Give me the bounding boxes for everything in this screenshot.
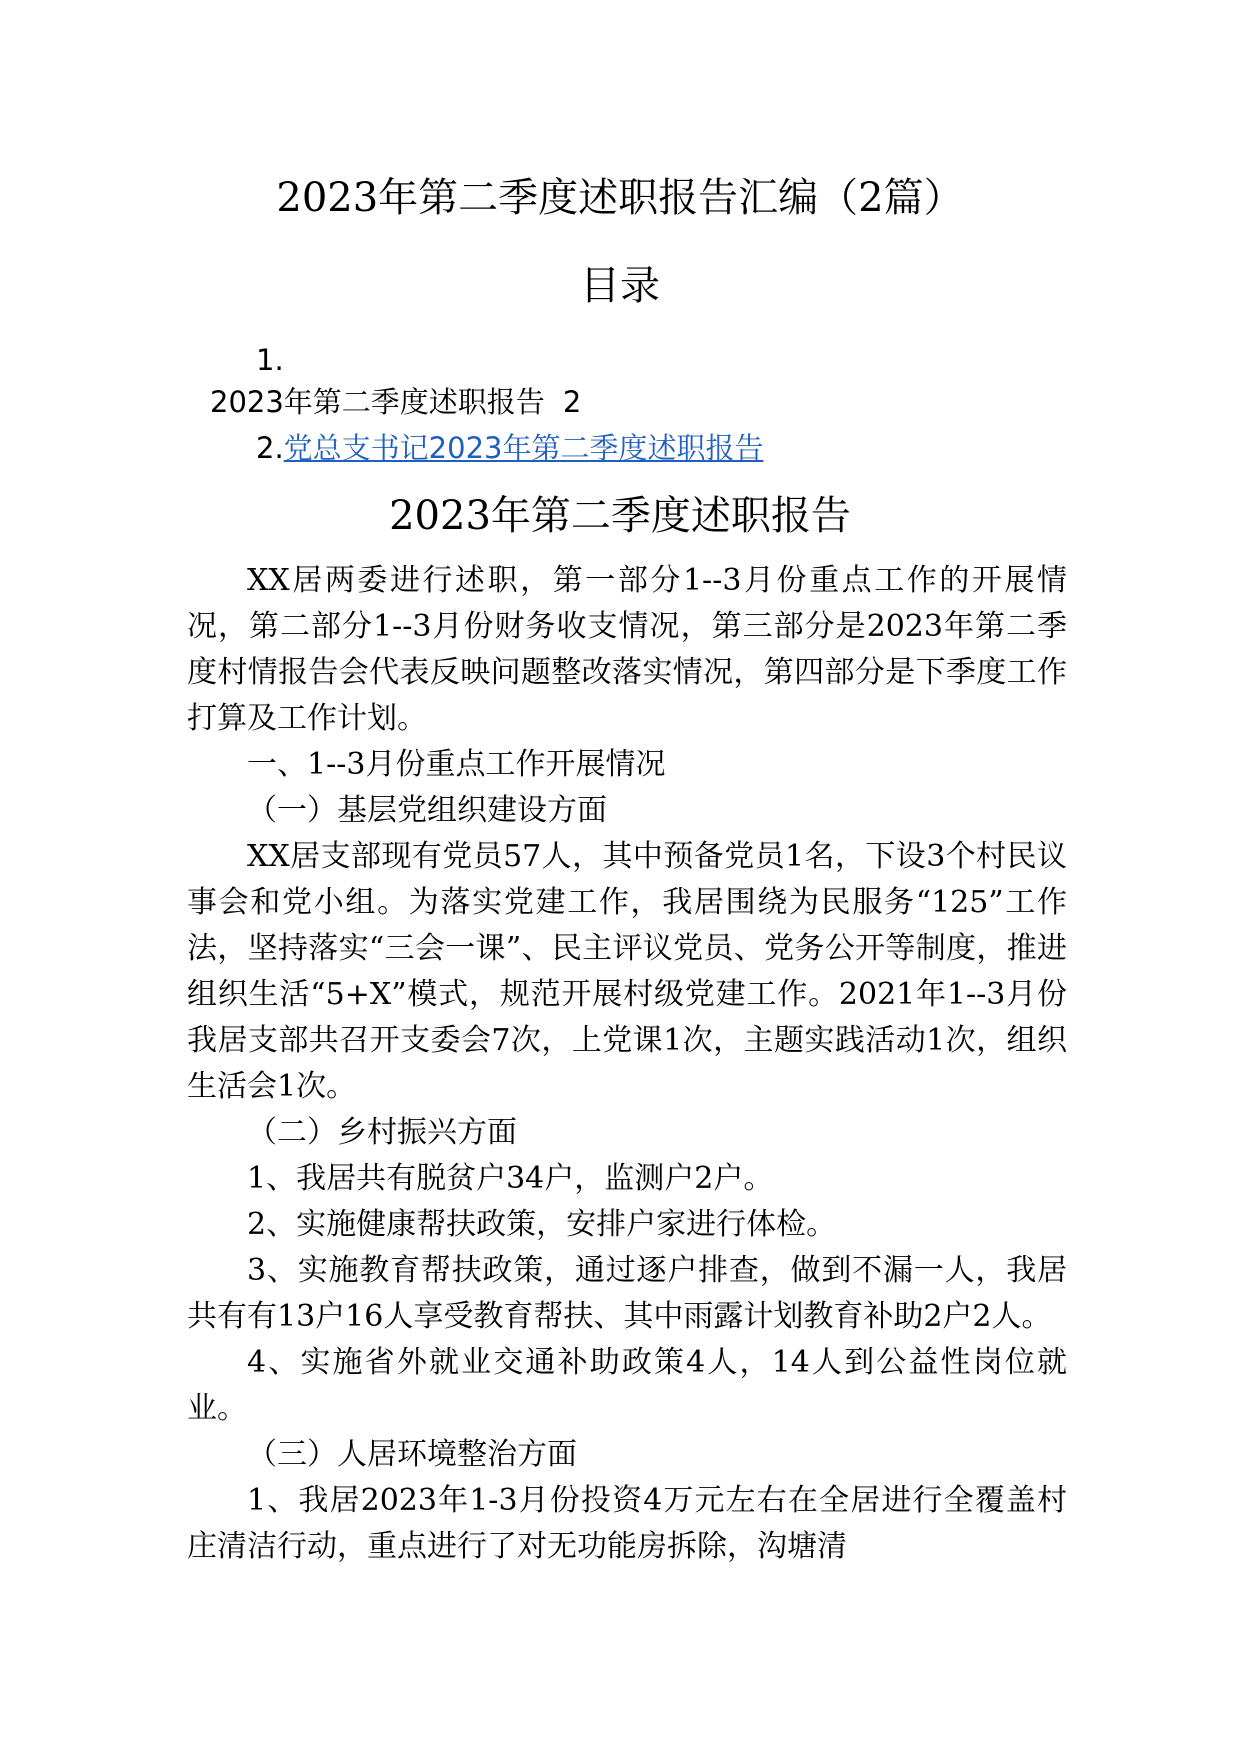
heading-living-environment: （三）人居环境整治方面 xyxy=(247,1437,577,1472)
list-item: 3、实施教育帮扶政策，通过逐户排查，做到不漏一人，我居共有有13户16人享受教育帮扶、其中雨露计划教育补助2户2人。 xyxy=(187,1253,1067,1334)
list-item: 1、我居共有脱贫户34户，监测户2户。 xyxy=(247,1161,774,1196)
toc-item-2[interactable] xyxy=(256,428,763,468)
body-text xyxy=(187,558,1067,1570)
paragraph-party-building: XX居支部现有党员57人，其中预备党员1名，下设3个村民议事会和党小组。为落实党建工作，我居围绕为民服务“125”工作法，坚持落实“三会一课”、民主评议党员、党务公开等制度，推进组织生活“5+X”模式，规范开展村级党建工作。2021年1--3月份我居支部共召开支委会7次，上党课1次，主题实践活动1次，组织生活会1次。 xyxy=(187,839,1067,1104)
document-title: 2023年第二季度述职报告汇编（2篇） xyxy=(276,175,964,221)
paragraph-intro: XX居两委进行述职，第一部分1--3月份重点工作的开展情况，第二部分1--3月份财务收支情况，第三部分是2023年第二季度村情报告会代表反映问题整改落实情况，第四部分是下季度工作打算及工作计划。 xyxy=(187,563,1067,736)
toc-item-2-number: 2. xyxy=(256,431,284,465)
toc-item-1[interactable] xyxy=(210,382,581,422)
toc-item-2-link[interactable]: 党总支书记2023年第二季度述职报告 xyxy=(283,431,764,465)
list-item: 1、我居2023年1-3月份投资4万元左右在全居进行全覆盖村庄清洁行动，重点进行了对无功能房拆除，沟塘清 xyxy=(187,1483,1067,1564)
list-item: 4、实施省外就业交通补助政策4人，14人到公益性岗位就业。 xyxy=(187,1345,1067,1426)
heading-rural-revitalization: （二）乡村振兴方面 xyxy=(247,1115,517,1150)
toc-heading: 目录 xyxy=(580,263,660,309)
toc-item-1-label: 2023年第二季度述职报告 xyxy=(210,385,545,419)
section-title: 2023年第二季度述职报告 xyxy=(389,493,851,539)
heading-party-building: （一）基层党组织建设方面 xyxy=(247,793,607,828)
toc-item-1-page: 2 xyxy=(562,385,582,419)
heading-level-1: 一、1--3月份重点工作开展情况 xyxy=(247,747,666,782)
list-item: 2、实施健康帮扶政策，安排户家进行体检。 xyxy=(247,1207,837,1242)
toc-item-1-number: 1. xyxy=(256,343,284,377)
